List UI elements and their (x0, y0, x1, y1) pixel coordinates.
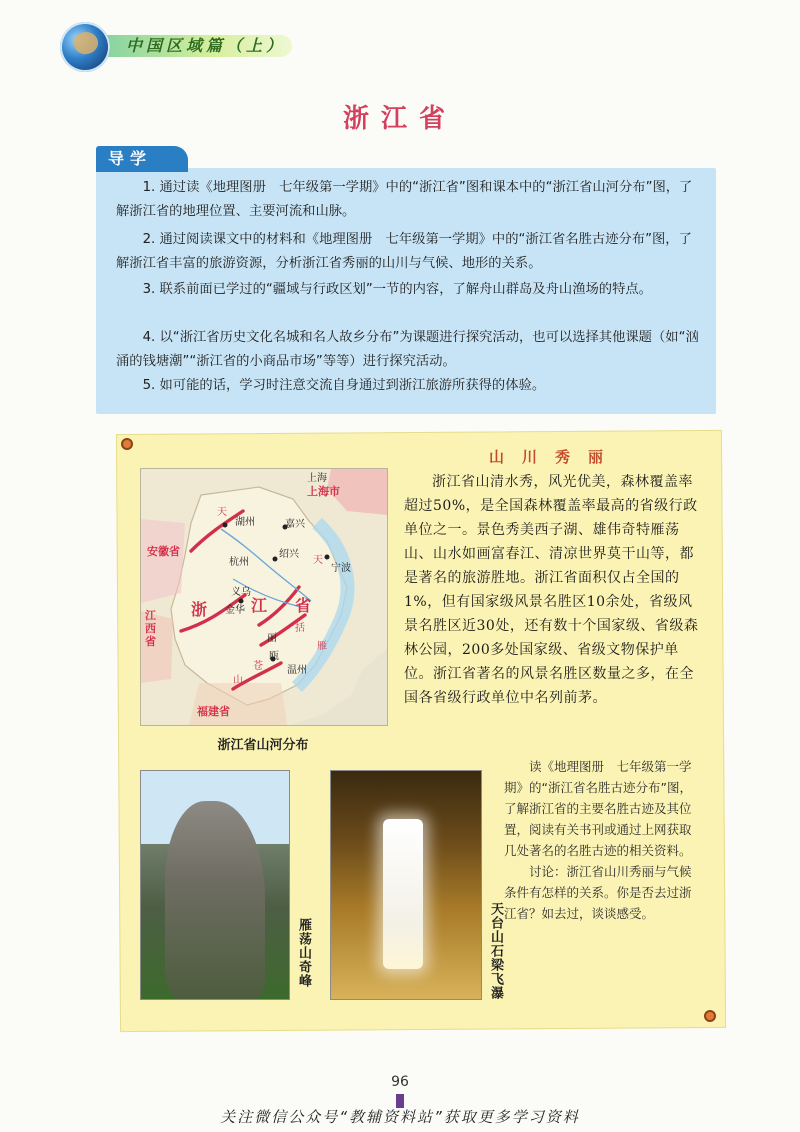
map-label: 天 (217, 507, 227, 518)
guide-item: 2. 通过阅读课文中的材料和《地理图册 七年级第一学期》中的“浙江省名胜古迹分布”图，了解浙江省丰富的旅游资源，分析浙江省秀丽的山川与气候、地形的关系。 (116, 232, 692, 271)
map-label: 江西省 (145, 609, 156, 648)
map-label: 金华 (225, 605, 245, 616)
guide-item: 1. 通过读《地理图册 七年级第一学期》中的“浙江省”图和课本中的“浙江省山河分布”图，了解浙江省的地理位置、主要河流和山脉。 (116, 180, 693, 219)
map-label: 丽 (267, 633, 277, 644)
footer-note: 关注微信公众号“教辅资料站”获取更多学习资料 (220, 1108, 580, 1126)
map-label: 安徽省 (147, 545, 180, 558)
map-label: 福建省 (197, 705, 230, 718)
page-title: 浙江省 (342, 104, 457, 134)
guide-tag: 导学 (96, 146, 188, 172)
photo-caption-left: 雁荡山奇峰 (296, 918, 311, 988)
map-label: 山 (233, 675, 243, 686)
map-label: 绍兴 (279, 549, 299, 560)
map-label: 杭州 (229, 557, 249, 568)
activity-paragraph-1: 读《地理图册 七年级第一学期》的“浙江省名胜古迹分布”图，了解浙江省的主要名胜古迹及其位置，阅读有关书刊或通过上网获取几处著名的名胜古迹的相关资料。 (504, 759, 692, 858)
map-label: 上海市 (307, 485, 340, 498)
zhejiang-map (140, 468, 388, 726)
map-label: 上海 (307, 473, 327, 484)
pin-icon (121, 438, 133, 450)
guide-item: 5. 如可能的话，学习时注意交流自身通过到浙江旅游所获得的体验。 (142, 378, 546, 393)
map-caption: 浙江省山河分布 (217, 738, 309, 753)
pin-icon (704, 1010, 716, 1022)
map-label: 瓯 (269, 651, 279, 662)
map-label: 天 (313, 555, 323, 566)
section-title: 山川秀丽 (488, 448, 621, 466)
map-label: 义乌 (231, 587, 251, 598)
section-body: 浙江省山清水秀，风光优美，森林覆盖率超过50%，是全国森林覆盖率最高的省级行政单位之一。景色秀美西子湖、雄伟奇特雁荡山、山水如画富春江、清凉世界莫干山等，都是著名的旅游胜地。浙江省面积仅占全国的1%，但有国家级风景名胜区10余处，省级风景名胜区近30处，还有数十个国家级、省级森林公园，200多处国家级、省级文物保护单位。浙江省著名的风景名胜区数量之多，在全国各省级行政单位中名列前茅。 (404, 474, 699, 706)
activity-paragraph-2: 讨论：浙江省山川秀丽与气候条件有怎样的关系。你是否去过浙江省？如去过，谈谈感受。 (504, 864, 692, 921)
activity-text (504, 756, 700, 924)
map-label: 宁波 (331, 563, 351, 574)
photo-caption-right: 天台山石梁飞瀑 (488, 902, 503, 1000)
chapter-banner-text: 中国区域篇（上） (126, 36, 287, 55)
map-label: 省 (295, 596, 312, 615)
photo-waterfall (330, 770, 482, 1000)
map-label: 浙 (191, 600, 208, 619)
guide-item: 4. 以“浙江省历史文化名城和名人故乡分布”为课题进行探究活动，也可以选择其他课题（如“汹涌的钱塘潮”“浙江省的小商品市场”等等）进行探究活动。 (116, 330, 699, 369)
map-label: 苍 (253, 661, 263, 672)
photo-yandang-peak (140, 770, 290, 1000)
guide-item: 3. 联系前面已学过的“疆域与行政区划”一节的内容，了解舟山群岛及舟山渔场的特点。 (142, 282, 652, 297)
map-label: 括 (295, 623, 305, 634)
map-label: 嘉兴 (285, 519, 305, 530)
map-label: 温州 (287, 665, 307, 676)
map-label: 江 (251, 596, 268, 615)
globe-icon (60, 22, 110, 72)
page-number: 96 (391, 1074, 409, 1090)
map-label: 湖州 (235, 517, 255, 528)
map-label: 雁 (317, 641, 327, 652)
